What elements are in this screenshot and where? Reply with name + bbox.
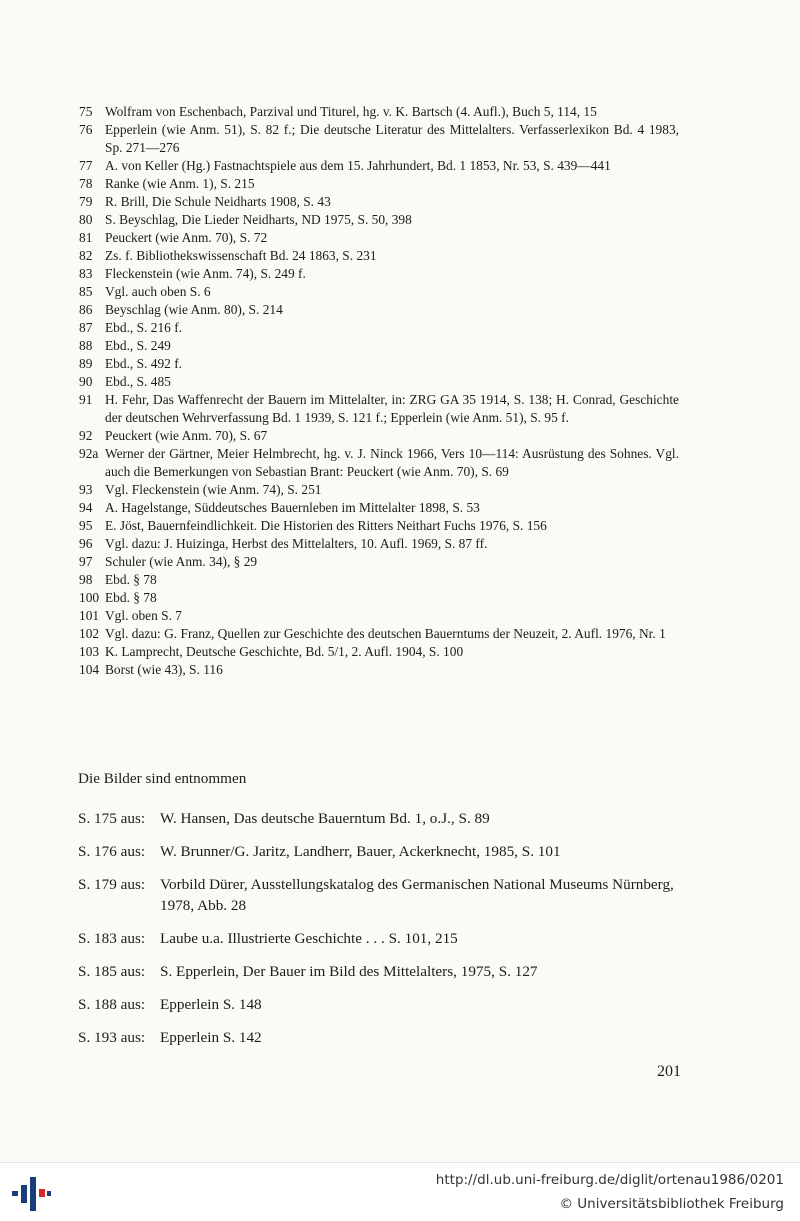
endnote-text: Vgl. auch oben S. 6 (105, 284, 211, 299)
endnote-number: 103 (79, 644, 100, 659)
endnote-number: 93 (79, 482, 93, 497)
endnote-text: Ebd., S. 485 (105, 374, 171, 389)
endnote-item (79, 265, 679, 283)
endnote-number: 85 (79, 284, 93, 299)
endnote-text: Peuckert (wie Anm. 70), S. 72 (105, 230, 268, 245)
endnote-text: A. Hagelstange, Süddeutsches Bauernleben im Mittelalter 1898, S. 53 (105, 500, 480, 515)
credit-source: Epperlein S. 142 (160, 1029, 262, 1046)
endnote-text: H. Fehr, Das Waffenrecht der Bauern im Mittelalter, in: ZRG GA 35 1914, S. 138; H. Conrad, Geschichte der deutschen Wehrverfassung Bd. 1 1939, S. 121 f.; Epperlein (wie Anm. 51), S. 95 f. (105, 392, 679, 425)
endnote-text: R. Brill, Die Schule Neidharts 1908, S. 43 (105, 194, 331, 209)
endnote-number: 90 (79, 374, 93, 389)
endnote-text: Fleckenstein (wie Anm. 74), S. 249 f. (105, 266, 306, 281)
endnote-number: 82 (79, 248, 93, 263)
credits-list (78, 808, 688, 1048)
endnote-number: 94 (79, 500, 93, 515)
endnote-number: 102 (79, 626, 100, 641)
endnote-item (79, 499, 679, 517)
permalink-url[interactable]: http://dl.ub.uni-freiburg.de/diglit/ortenau1986/0201 (435, 1172, 784, 1188)
endnote-number: 86 (79, 302, 93, 317)
endnote-number: 101 (79, 608, 100, 623)
logo-bar (30, 1177, 36, 1211)
endnote-text: E. Jöst, Bauernfeindlichkeit. Die Historien des Ritters Neithart Fuchs 1976, S. 156 (105, 518, 547, 533)
endnote-number: 89 (79, 356, 93, 371)
endnote-item (79, 193, 679, 211)
endnote-item (79, 283, 679, 301)
credit-page-ref: S. 179 aus: (78, 876, 146, 893)
endnote-number: 75 (79, 104, 93, 119)
credit-page-ref: S. 193 aus: (78, 1029, 146, 1046)
credit-page-ref: S. 183 aus: (78, 930, 146, 947)
endnote-number: 92a (79, 446, 99, 461)
endnote-number: 76 (79, 122, 93, 137)
credit-item (78, 928, 688, 949)
viewer-footer (0, 1162, 800, 1221)
endnote-text: Beyschlag (wie Anm. 80), S. 214 (105, 302, 283, 317)
endnote-item (79, 175, 679, 193)
logo-bar (21, 1185, 27, 1203)
endnote-text: Zs. f. Bibliothekswissenschaft Bd. 24 1863, S. 231 (105, 248, 377, 263)
endnote-item (79, 445, 679, 481)
ub-freiburg-logo-icon[interactable] (10, 1173, 52, 1213)
logo-bar (47, 1191, 51, 1196)
endnote-item (79, 589, 679, 607)
endnote-text: Epperlein (wie Anm. 51), S. 82 f.; Die deutsche Literatur des Mittelalters. Verfasserlexikon Bd. 4 1983, Sp. 271—276 (105, 122, 679, 155)
credit-source: W. Brunner/G. Jaritz, Landherr, Bauer, Ackerknecht, 1985, S. 101 (160, 843, 561, 860)
endnote-number: 96 (79, 536, 93, 551)
endnotes-list (79, 103, 679, 679)
endnote-text: Ebd. § 78 (105, 572, 157, 587)
endnote-number: 91 (79, 392, 93, 407)
endnote-item (79, 247, 679, 265)
endnote-item (79, 427, 679, 445)
endnote-number: 98 (79, 572, 93, 587)
endnote-number: 92 (79, 428, 93, 443)
endnote-item (79, 481, 679, 499)
credit-item (78, 874, 688, 916)
endnote-number: 87 (79, 320, 93, 335)
endnote-item (79, 103, 679, 121)
credit-source: W. Hansen, Das deutsche Bauerntum Bd. 1, o.J., S. 89 (160, 810, 490, 827)
endnote-text: A. von Keller (Hg.) Fastnachtspiele aus dem 15. Jahrhundert, Bd. 1 1853, Nr. 53, S. 439—441 (105, 158, 611, 173)
endnote-text: Peuckert (wie Anm. 70), S. 67 (105, 428, 268, 443)
endnote-item (79, 355, 679, 373)
endnote-text: Schuler (wie Anm. 34), § 29 (105, 554, 258, 569)
credit-page-ref: S. 175 aus: (78, 810, 146, 827)
endnote-number: 81 (79, 230, 93, 245)
credit-source: Epperlein S. 148 (160, 996, 262, 1013)
endnote-number: 77 (79, 158, 93, 173)
endnote-item (79, 229, 679, 247)
endnote-text: Ebd., S. 216 f. (105, 320, 182, 335)
credit-source: Laube u.a. Illustrierte Geschichte . . . S. 101, 215 (160, 930, 458, 947)
endnote-text: Ranke (wie Anm. 1), S. 215 (105, 176, 255, 191)
endnote-text: Vgl. oben S. 7 (105, 608, 182, 623)
endnote-number: 100 (79, 590, 100, 605)
credit-page-ref: S. 185 aus: (78, 963, 146, 980)
endnote-item (79, 625, 679, 643)
endnote-item (79, 373, 679, 391)
endnote-item (79, 643, 679, 661)
endnote-number: 95 (79, 518, 93, 533)
endnote-item (79, 319, 679, 337)
endnote-item (79, 607, 679, 625)
endnote-item (79, 517, 679, 535)
endnote-text: S. Beyschlag, Die Lieder Neidharts, ND 1975, S. 50, 398 (105, 212, 412, 227)
endnote-text: Ebd., S. 492 f. (105, 356, 182, 371)
endnote-item (79, 301, 679, 319)
endnote-text: Borst (wie 43), S. 116 (105, 662, 223, 677)
credit-item (78, 961, 688, 982)
endnote-number: 80 (79, 212, 93, 227)
logo-bar (39, 1189, 45, 1197)
endnote-item (79, 661, 679, 679)
credit-page-ref: S. 188 aus: (78, 996, 146, 1013)
credit-item (78, 1027, 688, 1048)
endnote-text: K. Lamprecht, Deutsche Geschichte, Bd. 5/1, 2. Aufl. 1904, S. 100 (105, 644, 464, 659)
endnote-text: Werner der Gärtner, Meier Helmbrecht, hg. v. J. Ninck 1966, Vers 10—114: Ausrüstung des Sohnes. Vgl. auch die Bemerkungen von Sebastian Brant: Peuckert (wie Anm. 70), S. 69 (105, 446, 679, 479)
endnote-number: 97 (79, 554, 93, 569)
endnote-text: Ebd. § 78 (105, 590, 157, 605)
page-number: 201 (657, 1063, 681, 1080)
credit-source: Vorbild Dürer, Ausstellungskatalog des Germanischen National Museums Nürnberg, 1978, Abb. 28 (160, 876, 674, 914)
copyright-text: © Universitätsbibliothek Freiburg (559, 1196, 784, 1212)
endnote-text: Vgl. Fleckenstein (wie Anm. 74), S. 251 (105, 482, 322, 497)
credit-item (78, 841, 688, 862)
endnote-text: Ebd., S. 249 (105, 338, 171, 353)
endnote-item (79, 157, 679, 175)
credits-heading: Die Bilder sind entnommen (78, 770, 247, 787)
endnote-text: Wolfram von Eschenbach, Parzival und Titurel, hg. v. K. Bartsch (4. Aufl.), Buch 5, 114, 15 (105, 104, 597, 119)
endnote-item (79, 211, 679, 229)
endnote-text: Vgl. dazu: G. Franz, Quellen zur Geschichte des deutschen Bauerntums der Neuzeit, 2. Aufl. 1976, Nr. 1 (105, 626, 666, 641)
endnote-item (79, 337, 679, 355)
credit-page-ref: S. 176 aus: (78, 843, 146, 860)
endnote-item (79, 535, 679, 553)
logo-bar (12, 1191, 18, 1196)
endnote-number: 88 (79, 338, 93, 353)
credit-item (78, 808, 688, 829)
endnote-item (79, 391, 679, 427)
endnote-item (79, 121, 679, 157)
endnote-item (79, 553, 679, 571)
endnote-number: 104 (79, 662, 100, 677)
endnote-item (79, 571, 679, 589)
credit-source: S. Epperlein, Der Bauer im Bild des Mittelalters, 1975, S. 127 (160, 963, 538, 980)
endnote-text: Vgl. dazu: J. Huizinga, Herbst des Mittelalters, 10. Aufl. 1969, S. 87 ff. (105, 536, 488, 551)
credit-item (78, 994, 688, 1015)
image-credits (78, 768, 688, 1060)
endnote-number: 79 (79, 194, 93, 209)
endnote-number: 83 (79, 266, 93, 281)
endnote-number: 78 (79, 176, 93, 191)
